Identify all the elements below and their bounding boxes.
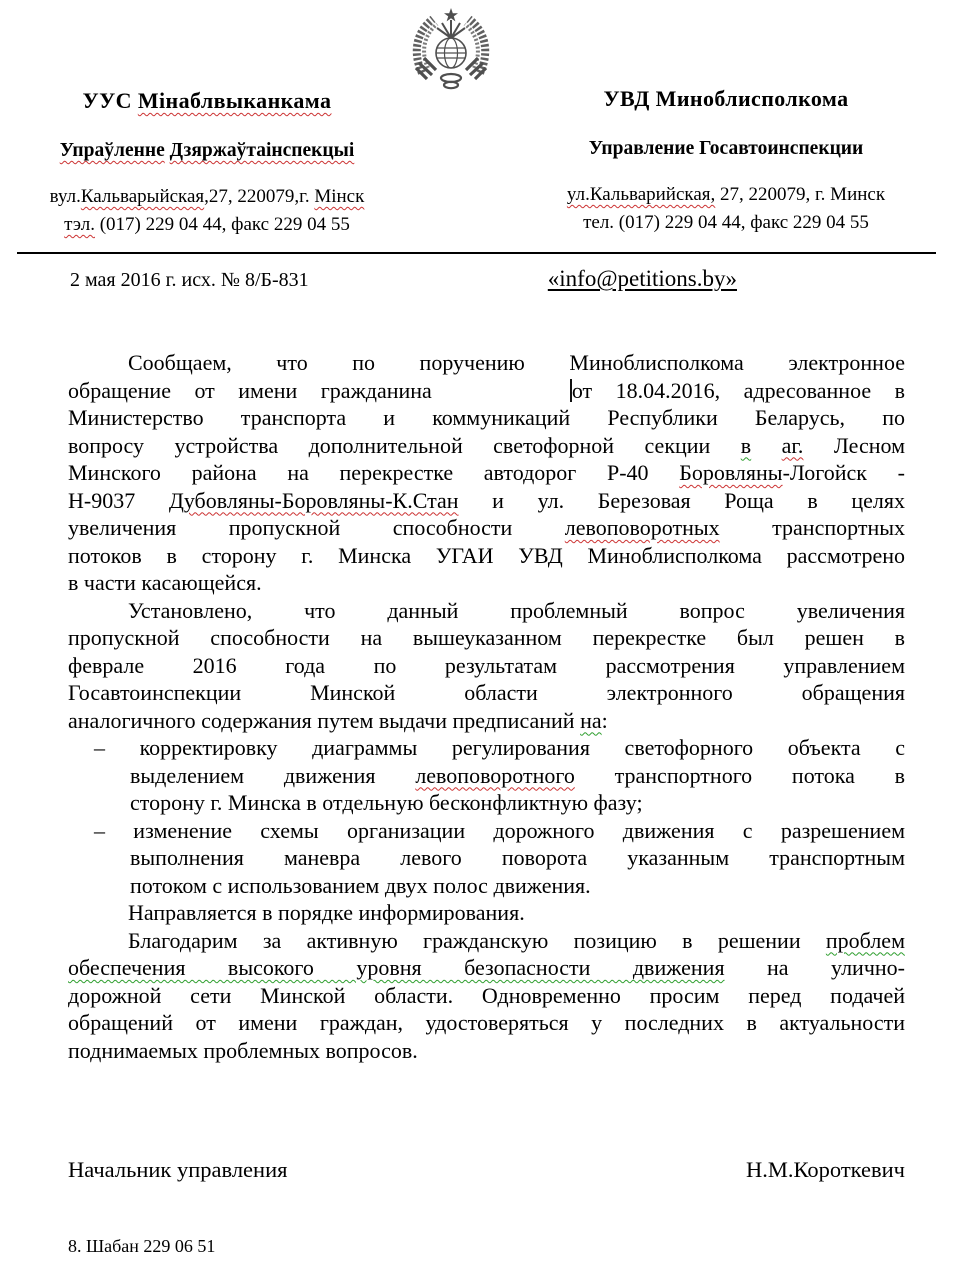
- text-segment: Направляется в порядке информирования.: [128, 900, 525, 925]
- body-line: [68, 844, 905, 872]
- body-line: [68, 597, 905, 625]
- text-segment: вопросу устройства дополнительной светофорной секции: [68, 432, 741, 458]
- text-segment: УВД Миноблисполкома: [603, 86, 849, 111]
- text-segment: -Логойск -: [782, 460, 905, 485]
- squiggle-marked-text: Боровляны: [679, 460, 783, 485]
- letterhead-right-russian: [523, 86, 929, 237]
- squiggle-marked-text: Упраўленне: [59, 140, 165, 161]
- address-ru: [523, 181, 929, 209]
- text-segment: УУС: [82, 88, 138, 113]
- text-segment: Управление Госавтоинспекции: [588, 138, 864, 159]
- text-segment: выполнения маневра левого поворота указанным транспортным: [130, 845, 905, 870]
- signer-position: Начальник управления: [68, 1157, 288, 1182]
- squiggle-marked-text: в: [740, 432, 752, 458]
- recipient-email-link[interactable]: «info@petitions.by»: [547, 266, 737, 291]
- text-segment: [751, 433, 781, 458]
- address-by: [20, 183, 394, 211]
- phone-ru: [523, 209, 929, 237]
- dept-name-ru: [523, 137, 929, 161]
- squiggle-marked-text: на: [580, 707, 602, 733]
- text-segment: феврале 2016 года по результатам рассмотрения управлением: [68, 652, 905, 678]
- executor-note: 8. Шабан 229 06 51: [68, 1236, 216, 1256]
- squiggle-marked-text: Мінск: [314, 186, 365, 207]
- text-segment: – корректировку диаграммы регулирования светофорного объекта с: [94, 735, 905, 760]
- letterhead-divider: [17, 252, 936, 254]
- text-segment: вул.: [49, 186, 81, 207]
- org-name-ru: [523, 86, 929, 112]
- text-segment: выделением движения: [130, 762, 416, 788]
- body-line: [68, 514, 905, 542]
- body-line: [68, 734, 905, 762]
- text-segment: в части касающейся.: [68, 570, 262, 595]
- text-segment: Лесном: [803, 432, 906, 458]
- signature-row: [68, 1156, 905, 1184]
- squiggle-marked-text: аг.: [781, 432, 804, 458]
- text-segment: от 18.04.2016, адресованное в: [571, 377, 905, 403]
- text-segment: дорожной сети Минской области. Одновременно просим перед подачей: [68, 982, 905, 1008]
- text-segment: Н-9037: [68, 487, 169, 513]
- letterhead-left-belarusian: [20, 88, 394, 239]
- body-line: [68, 1037, 905, 1065]
- text-segment: аналогичного содержания путем выдачи предписаний: [68, 707, 581, 733]
- body-line: [68, 762, 905, 790]
- body-line: [68, 459, 905, 487]
- letterhead: [0, 0, 953, 252]
- squiggle-marked-text: Кальварыйская: [80, 186, 205, 207]
- body-line: [68, 542, 905, 570]
- body-line: [68, 927, 905, 955]
- text-segment: транспортного потока в: [574, 762, 905, 788]
- text-segment: увеличения пропускной способности: [68, 515, 565, 540]
- letter-body: [68, 349, 905, 1064]
- text-segment: Установлено, что данный проблемный вопрос увеличения: [128, 597, 905, 623]
- body-line: [68, 982, 905, 1010]
- body-line: [68, 899, 905, 927]
- text-segment: транспортных: [719, 515, 905, 540]
- body-line: [68, 817, 905, 845]
- text-segment: потоков в сторону г. Минска УГАИ УВД Миноблисполкома рассмотрено: [68, 542, 905, 568]
- body-line: [68, 679, 905, 707]
- squiggle-marked-text: Дзяржаўтаінспекцыі: [169, 140, 355, 161]
- date-and-outgoing-number: 2 мая 2016 г. исх. № 8/Б-831: [70, 269, 309, 291]
- reference-line: [0, 266, 953, 296]
- text-segment: обращений от имени граждан, удостоверяться у последних в актуальности: [68, 1010, 905, 1035]
- text-segment: тел. (017) 229 04 44, факс 229 04 55: [583, 212, 869, 233]
- body-line: [68, 872, 905, 900]
- body-line: [68, 569, 905, 597]
- text-segment: Минского района на перекрестке автодорог Р-40: [68, 460, 680, 485]
- text-segment: на улично-: [724, 955, 905, 980]
- text-segment: потоком с использованием двух полос движения.: [130, 872, 591, 898]
- text-segment: Благодарим за активную гражданскую позицию в решении: [128, 927, 826, 953]
- text-segment: Сообщаем, что по поручению Миноблисполкома электронное: [128, 350, 905, 375]
- text-segment: обращение от имени гражданина: [68, 377, 432, 403]
- squiggle-marked-text: левоповоротных: [564, 515, 720, 540]
- squiggle-marked-text: обеспечения высокого уровня безопасности движения: [68, 955, 725, 980]
- body-line: [68, 707, 905, 735]
- body-line: [68, 377, 905, 405]
- squiggle-marked-text: Мінаблвыканкама: [137, 88, 332, 113]
- text-segment: поднимаемых проблемных вопросов.: [68, 1037, 418, 1063]
- body-line: [68, 404, 905, 432]
- squiggle-marked-text: ул.Кальварийская,: [566, 184, 716, 205]
- body-line: [68, 789, 905, 817]
- body-line: [68, 487, 905, 515]
- body-line: [68, 349, 905, 377]
- phone-by: [20, 211, 394, 239]
- text-segment: 27, 220079, г. Минск: [715, 184, 886, 205]
- text-segment: пропускной способности на вышеуказанном перекрестке был решен в: [68, 625, 905, 650]
- signer-name: Н.М.Короткевич: [745, 1157, 905, 1182]
- squiggle-marked-text: проблем: [825, 927, 905, 953]
- org-name-by: [20, 88, 394, 114]
- body-line: [68, 624, 905, 652]
- text-segment: и ул. Березовая Роща в целях: [458, 487, 905, 513]
- body-line: [68, 1009, 905, 1037]
- text-segment: сторону г. Минска в отдельную бесконфликтную фазу;: [130, 790, 643, 815]
- redacted-name-gap-cursor: [432, 379, 572, 402]
- text-segment: Министерство транспорта и коммуникаций Республики Беларусь, по: [68, 405, 905, 430]
- dept-name-by: [20, 139, 394, 163]
- squiggle-marked-text: Дубовляны-Боровляны-К.Стан: [168, 487, 459, 513]
- body-line: [68, 652, 905, 680]
- coat-of-arms-belarus-icon: [407, 6, 495, 99]
- text-segment: ,27, 220079,г.: [204, 186, 315, 207]
- text-segment: Госавтоинспекции Минской области электронного обращения: [68, 680, 905, 705]
- squiggle-marked-text: левоповоротного: [415, 762, 575, 788]
- text-segment: (017) 229 04 44, факс 229 04 55: [94, 214, 350, 235]
- text-segment: :: [601, 707, 608, 733]
- body-line: [68, 432, 905, 460]
- squiggle-marked-text: тэл.: [64, 214, 95, 235]
- text-segment: – изменение схемы организации дорожного движения с разрешением: [94, 817, 905, 843]
- body-line: [68, 954, 905, 982]
